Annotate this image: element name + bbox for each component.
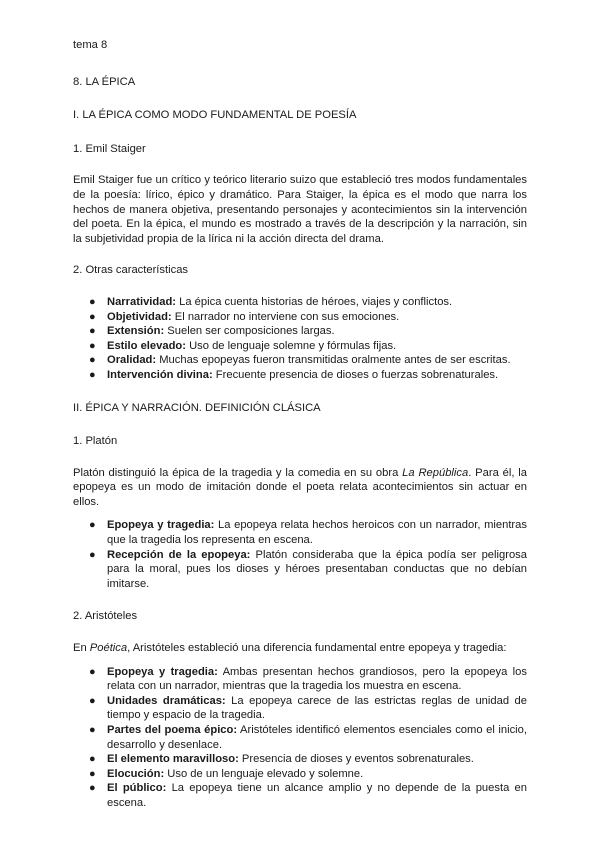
bullet-icon: ●: [89, 724, 96, 736]
item-text: Platón consideraba que la épica podía ser peligrosa para la moral, pues los dioses y héroes presentaban conductas que no debían imitarse.: [107, 548, 527, 590]
bullet-icon: ●: [89, 782, 96, 795]
bullet-icon: ●: [89, 368, 96, 381]
bullet-icon: ●: [89, 694, 96, 707]
page-header: tema 8: [73, 39, 108, 51]
section-1-heading: I. LA ÉPICA COMO MODO FUNDAMENTAL DE POESÍA: [73, 109, 357, 122]
item-text: Aristóteles identificó elementos esenciales como el inicio, desarrollo y desenlace.: [107, 724, 527, 751]
item-text: La epopeya carece de las estrictas reglas de unidad de tiempo y espacio de la tragedia.: [107, 694, 527, 722]
document-title: 8. LA ÉPICA: [73, 75, 136, 88]
list-item: [73, 295, 527, 310]
list-item: [73, 324, 527, 339]
item-term: Elocución:: [107, 767, 165, 780]
list-item: [73, 353, 527, 368]
item-term: Epopeya y tragedia:: [107, 519, 215, 532]
list-item: [73, 548, 527, 592]
item-term: Estilo elevado:: [107, 339, 186, 352]
item-text: La epopeya tiene un alcance amplio y no depende de la puesta en escena.: [107, 782, 527, 809]
bullet-icon: ●: [89, 339, 96, 352]
item-text: Suelen ser composiciones largas.: [164, 325, 335, 338]
document-page: [73, 38, 527, 829]
item-term: Unidades dramáticas:: [107, 694, 226, 707]
list-item: [73, 723, 527, 752]
section-2-sub-2: 2. Aristóteles: [73, 610, 138, 623]
section-1-sub-2: 2. Otras características: [73, 264, 189, 277]
item-term: El público:: [107, 782, 167, 795]
item-term: Intervención divina:: [107, 368, 213, 381]
item-text: Uso de un lenguaje elevado y solemne.: [164, 767, 364, 780]
list-item: [73, 518, 527, 547]
list-item: [73, 665, 527, 694]
item-text: Uso de lenguaje solemne y fórmulas fijas.: [185, 339, 397, 352]
item-text: Presencia de dioses y eventos sobrenaturales.: [238, 753, 474, 766]
item-text: Frecuente presencia de dioses o fuerzas sobrenaturales.: [212, 368, 499, 381]
bullet-icon: ●: [89, 665, 96, 678]
section-2-heading: II. ÉPICA Y NARRACIÓN. DEFINICIÓN CLÁSICA: [73, 401, 321, 414]
bullet-icon: ●: [89, 753, 96, 766]
bullet-icon: ●: [89, 295, 96, 308]
list-item: [73, 752, 527, 767]
item-text: Muchas epopeyas fueron transmitidas oralmente antes de ser escritas.: [156, 354, 511, 367]
platon-list: [73, 518, 527, 591]
list-item: [73, 368, 527, 383]
item-term: Objetividad:: [107, 310, 172, 323]
section-2-sub-1: 1. Platón: [73, 435, 118, 448]
bullet-icon: ●: [89, 310, 96, 323]
bullet-icon: ●: [89, 767, 96, 780]
bullet-icon: ●: [89, 325, 96, 338]
item-text: La epopeya relata hechos heroicos con un narrador, mientras que la tragedia los representa en escena.: [107, 519, 527, 547]
item-term: Extensión:: [107, 325, 165, 338]
aristoteles-paragraph: En Poética, Aristóteles estableció una diferencia fundamental entre epopeya y tragedia:: [73, 642, 507, 655]
item-text: El narrador no interviene con sus emociones.: [171, 310, 400, 323]
list-item: [73, 339, 527, 354]
item-term: Recepción de la epopeya:: [107, 548, 251, 561]
item-term: Narratividad:: [107, 295, 177, 308]
staiger-paragraph: Emil Staiger fue un crítico y teórico literario suizo que estableció tres modos fundamentales de la poesía: lírico, épico y dramático. Para Staiger, la épica es el modo que narra los hechos de manera objetiva, presentando personajes y acontecimientos sin la intervención del poeta. En la épica, el mundo es mostrado a través de la descripción y la narración, sin la subjetividad propia de la lírica ni la acción directa del drama.: [73, 174, 527, 245]
item-term: Oralidad:: [107, 354, 157, 367]
platon-paragraph: Platón distinguió la épica de la tragedia y la comedia en su obra La República. Para él, la epopeya es un modo de imitación donde el poeta relata acontecimientos sin actuar en ellos.: [73, 466, 527, 508]
item-term: Partes del poema épico:: [107, 724, 238, 736]
aristoteles-list: [73, 665, 527, 811]
book-title: Poética: [89, 642, 128, 655]
section-1-sub-1: 1. Emil Staiger: [73, 142, 146, 155]
item-text: La épica cuenta historias de héroes, viajes y conflictos.: [176, 295, 453, 308]
bullet-icon: ●: [89, 354, 96, 367]
list-item: [73, 310, 527, 325]
list-item: [73, 694, 527, 723]
item-text: Ambas presentan hechos grandiosos, pero la epopeya los relata con un narrador, mientras que la tragedia los muestra en escena.: [107, 665, 527, 693]
item-term: Epopeya y tragedia:: [107, 665, 218, 678]
list-item: [73, 767, 527, 782]
characteristics-list: [73, 295, 527, 383]
list-item: [73, 781, 527, 810]
book-title: La República: [402, 466, 469, 479]
bullet-icon: ●: [89, 519, 96, 532]
bullet-icon: ●: [89, 548, 96, 561]
item-term: El elemento maravilloso:: [107, 753, 239, 766]
